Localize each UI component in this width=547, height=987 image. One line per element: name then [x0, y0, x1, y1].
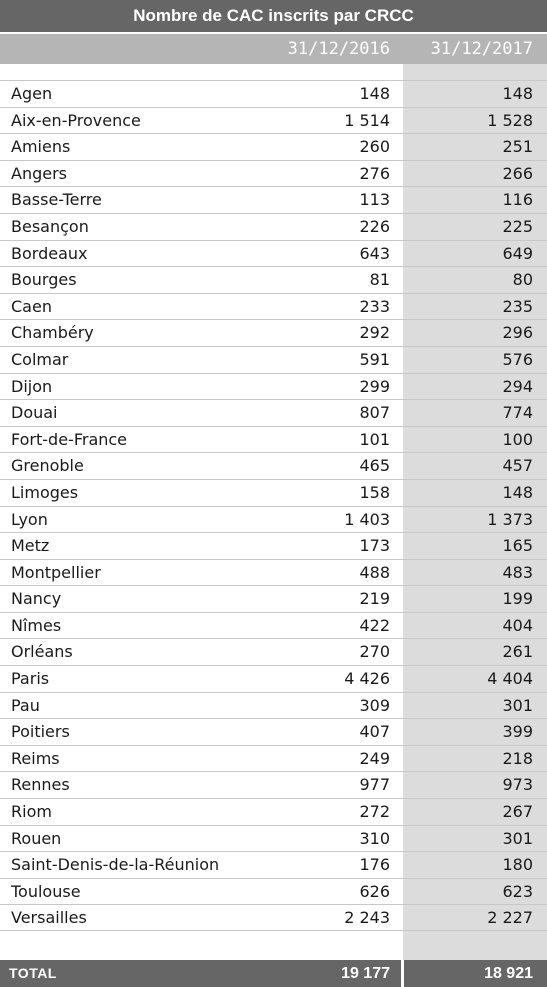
table-row	[0, 798, 547, 825]
value-2016: 1 403	[344, 509, 390, 529]
value-2016: 292	[359, 323, 390, 343]
value-2017: 180	[502, 855, 533, 875]
city-name: Basse-Terre	[11, 190, 102, 210]
table-row	[0, 319, 547, 346]
city-name: Rouen	[11, 828, 62, 848]
city-name: Aix-en-Provence	[11, 110, 141, 130]
value-2017: 399	[502, 722, 533, 742]
city-name: Grenoble	[11, 456, 84, 476]
table-row	[0, 346, 547, 373]
city-name: Rennes	[11, 775, 70, 795]
value-2017: 235	[502, 296, 533, 316]
value-2017: 1 528	[487, 110, 533, 130]
table-row	[0, 293, 547, 320]
value-2016: 2 243	[344, 908, 390, 928]
value-2017: 1 373	[487, 509, 533, 529]
table-row	[0, 213, 547, 240]
city-name: Angers	[11, 163, 67, 183]
value-2016: 465	[359, 456, 390, 476]
value-2017: 100	[502, 429, 533, 449]
value-2017: 301	[502, 695, 533, 715]
total-label: TOTAL	[9, 965, 57, 981]
table-row	[0, 107, 547, 134]
value-2016: 81	[369, 270, 390, 290]
value-2016: 643	[359, 243, 390, 263]
city-name: Limoges	[11, 482, 79, 502]
value-2017: 148	[502, 482, 533, 502]
value-2017: 199	[502, 589, 533, 609]
value-2016: 101	[359, 429, 390, 449]
value-2017: 973	[502, 775, 533, 795]
city-name: Dijon	[11, 376, 53, 396]
value-2017: 483	[502, 562, 533, 582]
value-2017: 80	[512, 270, 533, 290]
value-2016: 977	[359, 775, 390, 795]
table-row	[0, 186, 547, 213]
value-2016: 407	[359, 722, 390, 742]
value-2016: 488	[359, 562, 390, 582]
city-name: Nîmes	[11, 615, 62, 635]
city-name: Caen	[11, 296, 52, 316]
table-row	[0, 532, 547, 559]
table-title: Nombre de CAC inscrits par CRCC	[0, 0, 547, 32]
city-name: Chambéry	[11, 323, 94, 343]
value-2016: 270	[359, 642, 390, 662]
table-row	[0, 266, 547, 293]
city-name: Poitiers	[11, 722, 70, 742]
table-row	[0, 692, 547, 719]
value-2016: 113	[359, 190, 390, 210]
value-2017: 404	[502, 615, 533, 635]
value-2017: 649	[502, 243, 533, 263]
table-row	[0, 452, 547, 479]
value-2017: 165	[502, 536, 533, 556]
value-2016: 148	[359, 84, 390, 103]
city-name: Douai	[11, 403, 58, 423]
total-value-2017: 18 921	[484, 965, 533, 982]
table-row	[0, 426, 547, 453]
value-2017: 225	[502, 216, 533, 236]
table-row	[0, 240, 547, 267]
value-2016: 173	[359, 536, 390, 556]
value-2017: 576	[502, 349, 533, 369]
city-name: Lyon	[11, 509, 48, 529]
city-name: Riom	[11, 802, 52, 822]
city-name: Bourges	[11, 270, 77, 290]
table-row	[0, 373, 547, 400]
value-2016: 1 514	[344, 110, 390, 130]
city-name: Paris	[11, 669, 50, 689]
value-2017: 218	[502, 748, 533, 768]
value-2016: 158	[359, 482, 390, 502]
city-name: Pau	[11, 695, 40, 715]
table-row	[0, 133, 547, 160]
value-2016: 276	[359, 163, 390, 183]
city-name: Nancy	[11, 589, 62, 609]
value-2016: 4 426	[344, 669, 390, 689]
city-name: Saint-Denis-de-la-Réunion	[11, 855, 220, 875]
table-row	[0, 399, 547, 426]
value-2017: 301	[502, 828, 533, 848]
city-name: Agen	[11, 84, 53, 103]
value-2016: 299	[359, 376, 390, 396]
table-row	[0, 745, 547, 772]
value-2017: 774	[502, 403, 533, 423]
value-2017: 457	[502, 456, 533, 476]
value-2016: 422	[359, 615, 390, 635]
value-2017: 266	[502, 163, 533, 183]
value-2016: 219	[359, 589, 390, 609]
table-row	[0, 80, 547, 107]
city-name: Orléans	[11, 642, 73, 662]
value-2016: 626	[359, 881, 390, 901]
total-value-2016: 19 177	[341, 965, 390, 982]
table-row	[0, 878, 547, 905]
table-row	[0, 506, 547, 533]
table-row	[0, 771, 547, 798]
total-row	[0, 960, 547, 987]
value-2017: 296	[502, 323, 533, 343]
value-2017: 623	[502, 881, 533, 901]
value-2017: 261	[502, 642, 533, 662]
table-row	[0, 665, 547, 692]
column-header-2017: 31/12/2017	[430, 39, 533, 59]
value-2017: 267	[502, 802, 533, 822]
total-separator	[401, 960, 404, 987]
value-2016: 260	[359, 137, 390, 157]
city-name: Bordeaux	[11, 243, 88, 263]
value-2017: 251	[502, 137, 533, 157]
table-body	[0, 80, 547, 931]
value-2016: 249	[359, 748, 390, 768]
value-2016: 176	[359, 855, 390, 875]
city-name: Amiens	[11, 137, 71, 157]
table-row	[0, 612, 547, 639]
city-name: Colmar	[11, 349, 69, 369]
value-2017: 116	[502, 190, 533, 210]
value-2017: 294	[502, 376, 533, 396]
value-2016: 233	[359, 296, 390, 316]
city-name: Toulouse	[11, 881, 81, 901]
table-row	[0, 825, 547, 852]
value-2016: 310	[359, 828, 390, 848]
value-2017: 148	[502, 84, 533, 103]
table-row	[0, 718, 547, 745]
city-name: Fort-de-France	[11, 429, 128, 449]
value-2016: 272	[359, 802, 390, 822]
value-2017: 4 404	[487, 669, 533, 689]
table-row	[0, 479, 547, 506]
value-2016: 807	[359, 403, 390, 423]
city-name: Metz	[11, 536, 50, 556]
table-row	[0, 559, 547, 586]
city-name: Reims	[11, 748, 60, 768]
city-name: Besançon	[11, 216, 89, 236]
table-row	[0, 638, 547, 665]
table-row	[0, 904, 547, 931]
value-2016: 591	[359, 349, 390, 369]
table-row	[0, 160, 547, 187]
value-2017: 2 227	[487, 908, 533, 928]
city-name: Montpellier	[11, 562, 101, 582]
value-2016: 309	[359, 695, 390, 715]
city-name: Versailles	[11, 908, 87, 928]
value-2016: 226	[359, 216, 390, 236]
table-row	[0, 851, 547, 878]
table-row	[0, 585, 547, 612]
column-header-2016: 31/12/2016	[287, 39, 390, 59]
